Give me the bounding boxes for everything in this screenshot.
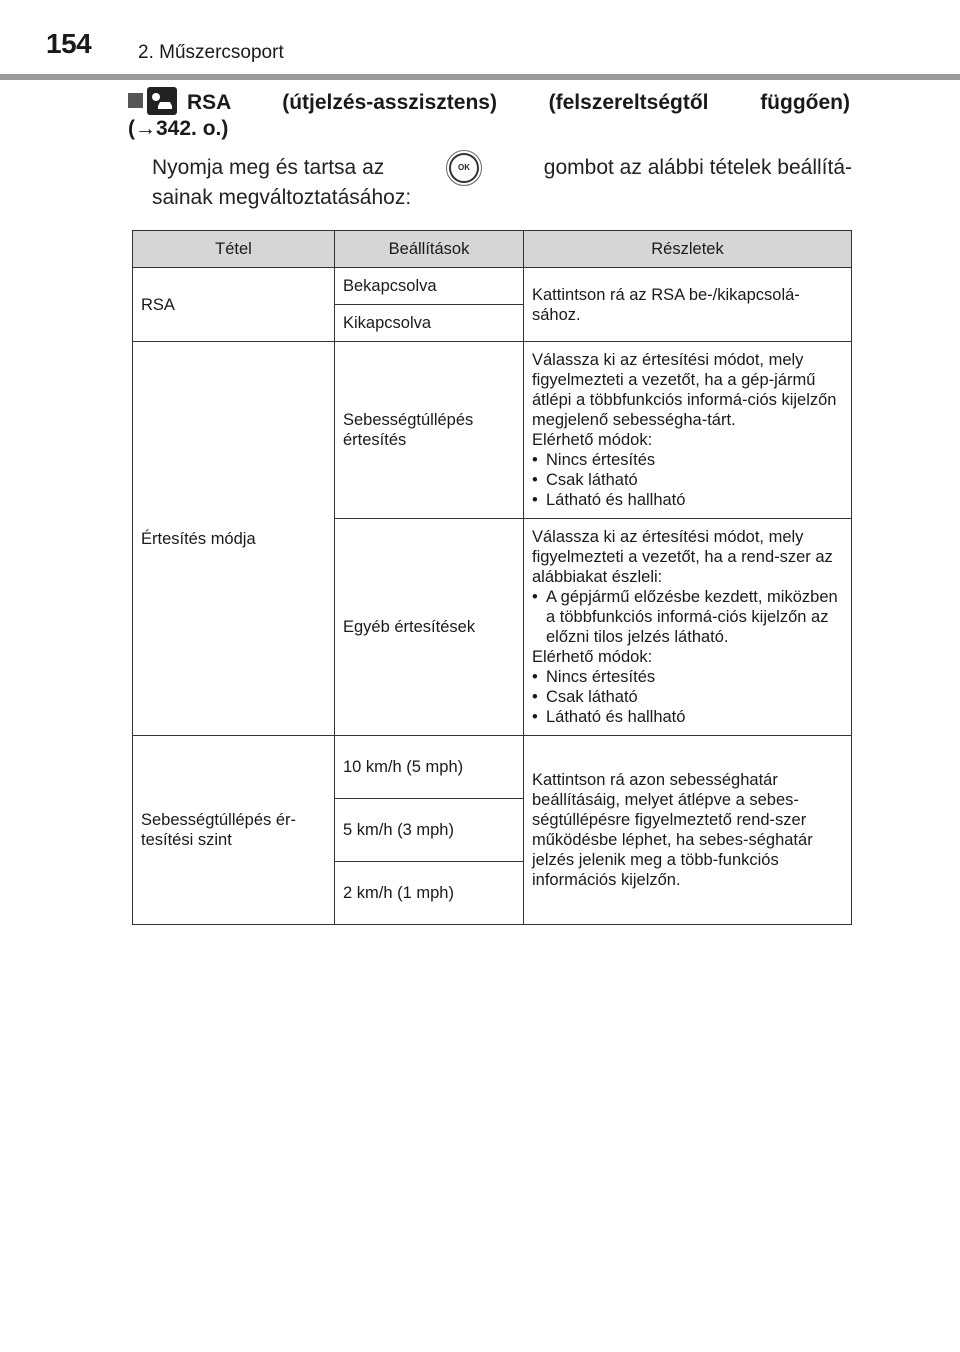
table-header-row — [133, 231, 852, 268]
detail-text: Válassza ki az értesítési módot, mely figyelmezteti a vezetőt, ha a gép-jármű átlépi a többfunkciós informá-ciós kijelzőn megjelenő sebességha-tárt. — [532, 351, 837, 429]
list-item: • Látható és hallható — [532, 490, 843, 510]
table-row — [133, 342, 852, 519]
setting-level-2: 2 km/h (1 mph) — [335, 862, 524, 925]
modes-label: Elérhető módok: — [532, 648, 653, 666]
detail-text: Válassza ki az értesítési módot, mely figyelmezteti a vezetőt, ha a rend-szer az alábbiakat észleli: — [532, 528, 833, 586]
ok-button-icon: OK — [449, 153, 479, 183]
setting-level-5: 5 km/h (3 mph) — [335, 799, 524, 862]
header-divider — [0, 74, 960, 80]
intro-text-part1: Nyomja meg és tartsa az — [152, 156, 385, 179]
square-bullet-icon — [128, 93, 143, 108]
intro-text-part2: gombot az alábbi tételek beállítá- — [543, 156, 852, 179]
detail-other-notifications — [524, 519, 852, 736]
setting-level-10: 10 km/h (5 mph) — [335, 736, 524, 799]
intro-text-line2: sainak megváltoztatásához: — [152, 186, 412, 209]
page-header — [0, 0, 960, 80]
page-number: 154 — [46, 28, 92, 59]
list-item: • Nincs értesítés — [532, 450, 843, 470]
list-item: • Csak látható — [532, 470, 843, 490]
header-item: Tétel — [133, 231, 335, 268]
list-item: • Látható és hallható — [532, 707, 843, 727]
modes-label: Elérhető módok: — [532, 431, 653, 449]
section-page-ref: (→342. o.) — [128, 117, 229, 140]
item-speeding-level: Sebességtúllépés ér-tesítési szint — [133, 736, 335, 925]
section-title-text: RSA (útjelzés-asszisztens) (felszereltségtől függően) — [187, 91, 850, 114]
list-item: • A gépjármű előzésbe kezdett, miközben a többfunkciós informá-ciós kijelzőn az előzni tilos jelzés látható. — [532, 587, 843, 647]
list-item: • Nincs értesítés — [532, 667, 843, 687]
header-details: Részletek — [524, 231, 852, 268]
header-settings: Beállítások — [335, 231, 524, 268]
detail-speeding-level: Kattintson rá azon sebességhatár beállításáig, melyet átlépve a sebes-ségtúllépésre figyelmeztető rend-szer működésbe léphet, ha sebes-séghatár jelzés jelenik meg a több-funkciós információs kijelzőn. — [524, 736, 852, 925]
detail-rsa: Kattintson rá az RSA be-/kikapcsolá-sához. — [524, 268, 852, 342]
setting-other-notifications: Egyéb értesítések — [335, 519, 524, 736]
settings-table — [132, 230, 852, 925]
table-row — [133, 736, 852, 799]
setting-on: Bekapcsolva — [335, 268, 524, 305]
rsa-sign-icon — [147, 87, 177, 115]
setting-off: Kikapcsolva — [335, 305, 524, 342]
section-title — [128, 87, 850, 118]
item-notification-mode: Értesítés módja — [133, 342, 335, 736]
intro-paragraph — [152, 153, 852, 213]
list-item: • Csak látható — [532, 687, 843, 707]
chapter-title: 2. Műszercsoport — [138, 42, 284, 63]
detail-speed-notification — [524, 342, 852, 519]
table-row — [133, 268, 852, 305]
item-rsa: RSA — [133, 268, 335, 342]
setting-speed-notification: Sebességtúllépés értesítés — [335, 342, 524, 519]
